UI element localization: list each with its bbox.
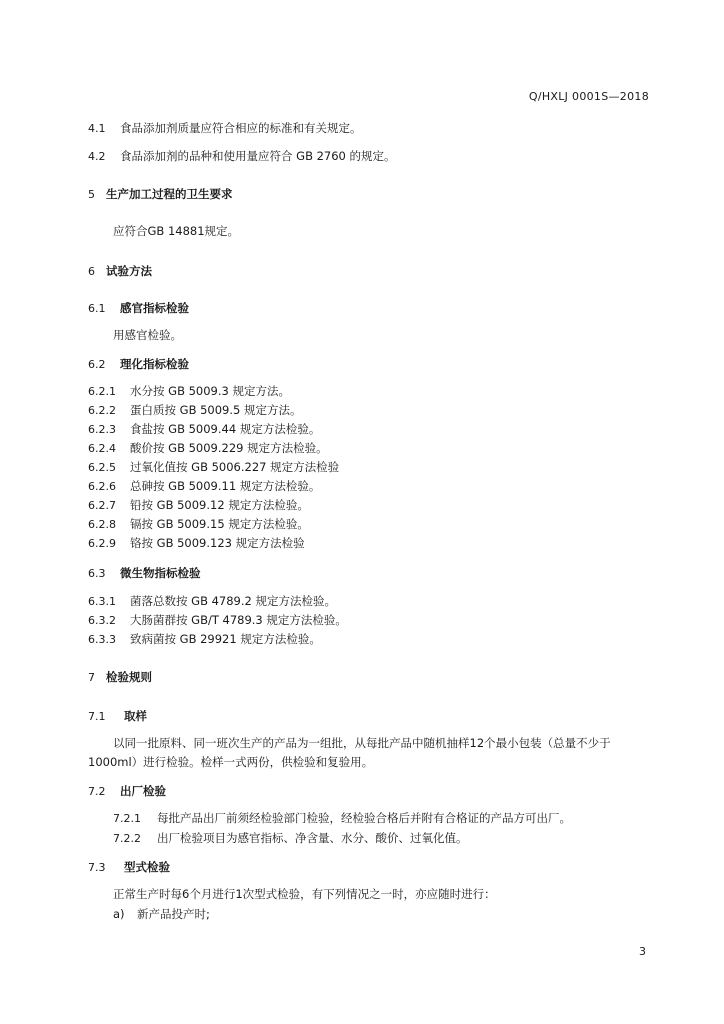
clause-text: 食品添加剂的品种和使用量应符合 GB 2760 的规定。: [120, 149, 396, 163]
clause-6-3-1: [88, 594, 336, 609]
clause-7-2-1: [113, 811, 571, 826]
clause-text: 铅按 GB 5009.12 规定方法检验。: [130, 498, 309, 512]
clause-6-3-2: [88, 613, 347, 628]
clause-6-2-2: [88, 403, 302, 418]
section-title: 理化指标检验: [120, 357, 189, 371]
section-number: 5: [88, 188, 95, 201]
clause-4-1: [88, 121, 362, 136]
clause-number: 7.2.1: [113, 812, 141, 825]
section-title: 取样: [124, 709, 147, 723]
section-number: 7.1: [88, 710, 106, 723]
clause-6-3-3: [88, 632, 321, 647]
clause-text: 镉按 GB 5009.15 规定方法检验。: [130, 517, 309, 531]
clause-6-2-7: [88, 498, 309, 513]
clause-text: 酸价按 GB 5009.229 规定方法检验。: [130, 441, 328, 455]
clause-6-2-8: [88, 517, 309, 532]
page-number: 3: [639, 945, 646, 958]
section-title: 微生物指标检验: [120, 566, 201, 580]
section-number: 6.3: [88, 567, 106, 580]
section-7-1-body-line-1: 以同一批原料、同一班次生产的产品为一组批，从每批产品中随机抽样12个最小包装（总量不少于: [113, 736, 611, 750]
clause-number: 6.2.7: [88, 499, 116, 512]
document-code: Q/HXLJ 0001S—2018: [528, 90, 649, 103]
section-number: 7.3: [88, 861, 106, 874]
clause-number: 6.2.5: [88, 461, 116, 474]
clause-text: 食品添加剂质量应符合相应的标准和有关规定。: [120, 121, 362, 135]
clause-number: 7.2.2: [113, 832, 141, 845]
clause-number: 6.3.1: [88, 595, 116, 608]
section-title: 出厂检验: [120, 784, 166, 798]
clause-6-2-3: [88, 422, 320, 437]
clause-text: 总砷按 GB 5009.11 规定方法检验。: [130, 479, 321, 493]
clause-text: 蛋白质按 GB 5009.5 规定方法。: [130, 403, 302, 417]
clause-text: 菌落总数按 GB 4789.2 规定方法检验。: [130, 594, 337, 608]
section-6-3-heading: [88, 566, 201, 581]
clause-number: 6.2.4: [88, 442, 116, 455]
section-number: 6: [88, 265, 95, 278]
clause-number: 6.3.2: [88, 614, 116, 627]
section-6-1-body: 用感官检验。: [113, 328, 182, 342]
clause-6-2-4: [88, 441, 328, 456]
clause-text: 致病菌按 GB 29921 规定方法检验。: [130, 632, 321, 646]
list-marker: a): [113, 907, 125, 921]
clause-6-2-6: [88, 479, 320, 494]
section-7-2-heading: [88, 784, 166, 799]
clause-number: 6.2.2: [88, 404, 116, 417]
section-number: 6.2: [88, 358, 106, 371]
section-title: 型式检验: [124, 860, 170, 874]
list-text: 新产品投产时;: [137, 907, 210, 921]
clause-7-2-2: [113, 831, 468, 846]
list-item-a: [113, 907, 210, 921]
clause-number: 6.2.8: [88, 518, 116, 531]
section-number: 6.1: [88, 302, 106, 315]
section-number: 7.2: [88, 785, 106, 798]
section-6-2-heading: [88, 357, 189, 372]
clause-text: 过氧化值按 GB 5006.227 规定方法检验: [130, 460, 340, 474]
section-5-body: 应符合GB 14881规定。: [113, 224, 240, 238]
clause-text: 每批产品出厂前须经检验部门检验，经检验合格后并附有合格证的产品方可出厂。: [157, 811, 571, 825]
clause-text: 水分按 GB 5009.3 规定方法。: [130, 384, 291, 398]
clause-text: 出厂检验项目为感官指标、净含量、水分、酸价、过氧化值。: [157, 831, 468, 845]
section-5-heading: [88, 187, 233, 202]
clause-number: 6.2.9: [88, 537, 116, 550]
clause-number: 6.2.3: [88, 423, 116, 436]
clause-text: 食盐按 GB 5009.44 规定方法检验。: [130, 422, 321, 436]
section-7-1-body-line-2: 1000ml）进行检验。检样一式两份，供检验和复验用。: [88, 755, 374, 769]
clause-4-2: [88, 149, 396, 164]
section-6-1-heading: [88, 301, 189, 316]
section-title: 感官指标检验: [120, 301, 189, 315]
section-title: 检验规则: [106, 670, 152, 684]
section-7-3-body: 正常生产时每6个月进行1次型式检验，有下列情况之一时，亦应随时进行：: [113, 887, 496, 901]
section-7-1-heading: [88, 709, 147, 724]
section-7-heading: [88, 670, 152, 685]
section-title: 生产加工过程的卫生要求: [106, 187, 233, 201]
clause-text: 铬按 GB 5009.123 规定方法检验: [130, 536, 305, 550]
clause-number: 4.1: [88, 122, 106, 135]
clause-number: 6.3.3: [88, 633, 116, 646]
section-title: 试验方法: [106, 264, 152, 278]
clause-text: 大肠菌群按 GB/T 4789.3 规定方法检验。: [130, 613, 347, 627]
clause-number: 6.2.6: [88, 480, 116, 493]
clause-number: 6.2.1: [88, 385, 116, 398]
clause-number: 4.2: [88, 150, 106, 163]
section-number: 7: [88, 671, 95, 684]
section-6-heading: [88, 264, 152, 279]
section-7-3-heading: [88, 860, 170, 875]
clause-6-2-1: [88, 384, 290, 399]
clause-6-2-5: [88, 460, 339, 475]
clause-6-2-9: [88, 536, 305, 551]
